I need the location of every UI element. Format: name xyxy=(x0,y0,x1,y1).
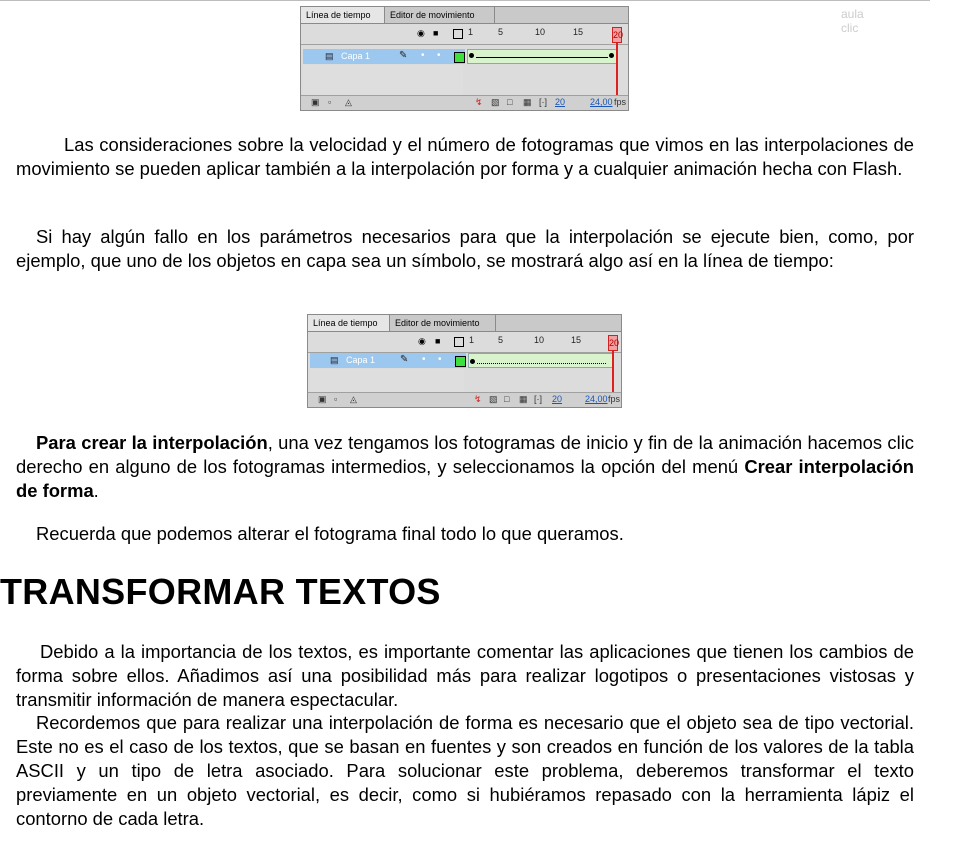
center-frame-icon[interactable]: ↯ xyxy=(474,394,482,404)
paragraph-velocidad: Las consideraciones sobre la velocidad y el número de fotogramas que vimos en las interpolaciones de movimiento se pueden aplicar también a la interpolación por forma y a cualquier animación hecha con Flash. xyxy=(16,134,914,179)
pencil-icon: ✎ xyxy=(400,354,409,365)
outline-icon[interactable] xyxy=(454,337,464,347)
lock-dot[interactable]: • xyxy=(437,50,441,61)
layer-row[interactable] xyxy=(310,353,466,368)
new-layer-icon[interactable]: ▣ xyxy=(318,394,327,404)
layer-icon: ▤ xyxy=(325,51,334,61)
broken-tween-frames[interactable] xyxy=(468,353,613,368)
onion-skin-icon[interactable]: ▧ xyxy=(491,97,500,107)
bold-phrase: Crear interpolación de forma xyxy=(16,456,914,501)
empty-layer-area xyxy=(310,369,464,393)
playhead-marker[interactable]: 20 xyxy=(612,27,622,43)
tab-motion-editor[interactable]: Editor de movimiento xyxy=(390,315,496,331)
top-rule xyxy=(0,0,930,1)
tab-timeline[interactable]: Línea de tiempo xyxy=(308,315,390,331)
new-folder-icon[interactable]: ▫ xyxy=(334,394,338,404)
tab-timeline[interactable]: Línea de tiempo xyxy=(301,7,385,23)
timeline-tabs xyxy=(301,7,628,24)
outline-icon[interactable] xyxy=(453,29,463,39)
shape-tween-frames[interactable] xyxy=(467,49,617,64)
layer-color-box[interactable] xyxy=(454,52,465,63)
visibility-dot[interactable]: • xyxy=(422,354,426,365)
paragraph-fallo: Si hay algún fallo en los parámetros necesarios para que la interpolación se ejecute bien, como, por ejemplo, que uno de los objetos en capa sea un símbolo, se mostrará algo así en la línea de tiempo: xyxy=(16,226,914,271)
fps-label: fps xyxy=(608,394,621,404)
ruler-label: 10 xyxy=(535,27,546,37)
ruler-label: 1 xyxy=(468,27,474,37)
ruler-label: 5 xyxy=(498,335,504,345)
timeline-footer xyxy=(308,392,621,407)
frame-rate-value[interactable]: 24,00 xyxy=(585,394,608,404)
paragraph-vectorial: Recordemos que para realizar una interpolación de forma es necesario que el objeto sea de tipo vectorial. Este no es el caso de los textos, que se basan en fuentes y son creados en función de los valores de la tabla ASCII y un tipo de letra asociado. Para solucionar este problema, deberemos transformar el texto previamente en un objeto vectorial, es decir, como si hubiéramos repasado con la herramienta lápiz el contorno de cada letra. xyxy=(16,712,914,829)
timeline-header xyxy=(308,332,621,353)
playhead-marker[interactable]: 20 xyxy=(608,335,618,351)
timeline-tabs xyxy=(308,315,621,332)
onion-outline-icon[interactable]: □ xyxy=(504,394,510,404)
start-keyframe xyxy=(469,53,474,58)
broken-tween-dashes xyxy=(477,363,606,364)
timeline-header xyxy=(301,24,628,45)
eye-icon[interactable]: ◉ xyxy=(418,336,426,346)
lock-dot[interactable]: • xyxy=(438,354,442,365)
current-frame-value[interactable]: 20 xyxy=(552,394,563,404)
lock-icon[interactable]: ■ xyxy=(433,28,439,38)
edit-multiple-icon[interactable]: ▦ xyxy=(519,394,528,404)
fps-label: fps xyxy=(614,97,627,107)
ruler-label: 15 xyxy=(573,27,584,37)
layer-name: Capa 1 xyxy=(341,51,371,61)
section-heading: TRANSFORMAR TEXTOS xyxy=(0,571,441,612)
start-keyframe xyxy=(470,359,475,364)
current-frame-value[interactable]: 20 xyxy=(555,97,566,107)
new-folder-icon[interactable]: ▫ xyxy=(328,97,332,107)
timeline-panel-1 xyxy=(300,6,864,111)
layer-name: Capa 1 xyxy=(346,355,376,365)
bold-phrase: Para crear la interpolación xyxy=(36,432,268,453)
onion-outline-icon[interactable]: □ xyxy=(507,97,513,107)
frame-rate-value[interactable]: 24,00 xyxy=(590,97,613,107)
center-frame-icon[interactable]: ↯ xyxy=(475,97,483,107)
visibility-dot[interactable]: • xyxy=(421,50,425,61)
edit-multiple-icon[interactable]: ▦ xyxy=(523,97,532,107)
watermark: aula clic xyxy=(841,7,864,35)
ruler-label: 15 xyxy=(571,335,582,345)
playhead-line xyxy=(612,351,614,395)
paragraph-recuerda: Recuerda que podemos alterar el fotograma final todo lo que queramos. xyxy=(36,523,624,544)
ruler-label: 5 xyxy=(498,27,504,37)
trash-icon[interactable]: ◬ xyxy=(350,394,357,404)
eye-icon[interactable]: ◉ xyxy=(417,28,425,38)
playhead-line xyxy=(616,43,618,103)
layer-icon: ▤ xyxy=(330,355,339,365)
pencil-icon: ✎ xyxy=(399,50,408,61)
ruler-label: 1 xyxy=(469,335,475,345)
lock-icon[interactable]: ■ xyxy=(435,336,441,346)
empty-layer-area xyxy=(303,65,463,97)
ruler-label: 10 xyxy=(534,335,545,345)
onion-markers-icon[interactable]: [·] xyxy=(539,97,547,107)
tween-arrow xyxy=(476,57,608,58)
timeline-panel-2 xyxy=(307,314,622,408)
new-layer-icon[interactable]: ▣ xyxy=(311,97,320,107)
layer-color-box[interactable] xyxy=(455,356,466,367)
onion-markers-icon[interactable]: [·] xyxy=(534,394,542,404)
paragraph-importancia-textos: Debido a la importancia de los textos, es importante comentar las aplicaciones que tienen los cambios de forma sobre ellos. Añadimos así una posibilidad más para realizar logotipos o presentaciones vistosas y transmitir información de manera espectacular. xyxy=(16,641,914,710)
timeline-footer xyxy=(301,95,628,110)
trash-icon[interactable]: ◬ xyxy=(345,97,352,107)
layer-row[interactable] xyxy=(303,49,465,64)
paragraph-crear-interpolacion: Para crear la interpolación, una vez tengamos los fotogramas de inicio y fin de la animación hacemos clic derecho en alguno de los fotogramas intermedios, y seleccionamos la opción del menú Crear interpolación de forma. xyxy=(16,432,914,501)
end-keyframe xyxy=(609,53,614,58)
onion-skin-icon[interactable]: ▧ xyxy=(489,394,498,404)
tab-motion-editor[interactable]: Editor de movimiento xyxy=(385,7,495,23)
